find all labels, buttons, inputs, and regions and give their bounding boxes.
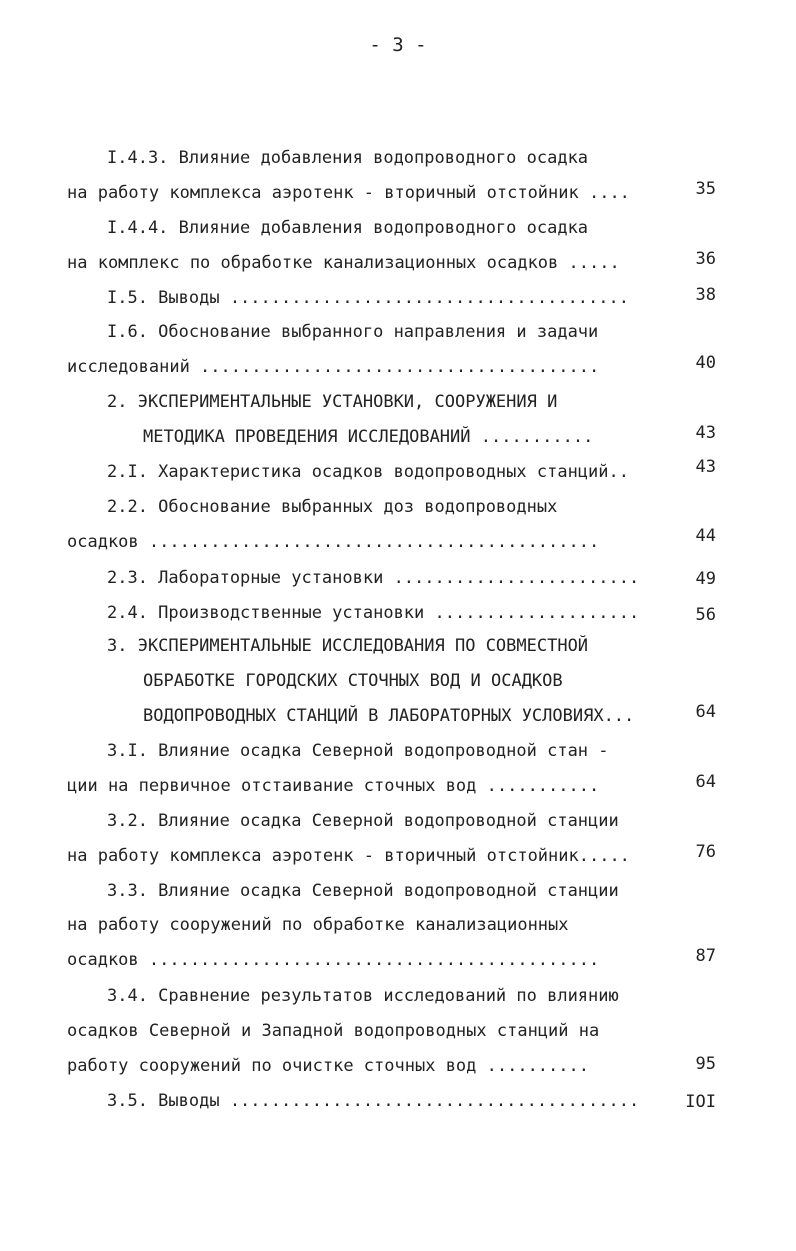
toc-page-number: 49	[695, 569, 716, 589]
toc-page-number: 56	[695, 605, 716, 625]
toc-page-number: IOI	[685, 1092, 716, 1112]
toc-line: I.4.4. Влияние добавления водопроводного осадка	[107, 218, 589, 238]
toc-line: на комплекс по обработке канализационных осадков .....	[67, 253, 620, 273]
toc-line: осадков ............................................	[67, 950, 600, 970]
toc-line: 3.3. Влияние осадка Северной водопроводной станции	[107, 881, 619, 901]
toc-line: на работу комплекса аэротенк - вторичный отстойник ....	[67, 183, 630, 203]
toc-page-number: 64	[695, 702, 716, 722]
toc-line: ОБРАБОТКЕ ГОРОДСКИХ СТОЧНЫХ ВОД И ОСАДКОВ	[143, 671, 563, 691]
toc-page-number: 38	[695, 285, 716, 305]
toc-page-number: 43	[695, 457, 716, 477]
page-number: - 3 -	[369, 34, 427, 56]
toc-line: осадков ............................................	[67, 532, 600, 552]
toc-line: на работу сооружений по обработке канализационных	[67, 915, 569, 935]
toc-page-number: 35	[695, 179, 716, 199]
toc-line: 2. ЭКСПЕРИМЕНТАЛЬНЫЕ УСТАНОВКИ, СООРУЖЕНИЯ И	[107, 392, 558, 412]
toc-page-number: 44	[695, 526, 716, 546]
toc-line: 3.4. Сравнение результатов исследований по влиянию	[107, 986, 619, 1006]
toc-page-number: 95	[695, 1054, 716, 1074]
toc-line: работу сооружений по очистке сточных вод ..........	[67, 1056, 589, 1076]
toc-page-number: 40	[695, 353, 716, 373]
toc-page-number: 36	[695, 249, 716, 269]
toc-line: 3. ЭКСПЕРИМЕНТАЛЬНЫЕ ИССЛЕДОВАНИЯ ПО СОВМЕСТНОЙ	[107, 636, 589, 656]
toc-page-number: 64	[695, 772, 716, 792]
toc-line: исследований .......................................	[67, 357, 600, 377]
toc-line: 3.2. Влияние осадка Северной водопроводной станции	[107, 811, 619, 831]
toc-page-number: 87	[695, 946, 716, 966]
toc-page-number: 76	[695, 842, 716, 862]
toc-line: 3.I. Влияние осадка Северной водопроводной стан -	[107, 741, 609, 761]
toc-line: 2.3. Лабораторные установки ........................	[107, 568, 640, 588]
toc-line: осадков Северной и Западной водопроводных станций на	[67, 1021, 600, 1041]
toc-line: I.5. Выводы .......................................	[107, 288, 629, 308]
toc-line: МЕТОДИКА ПРОВЕДЕНИЯ ИССЛЕДОВАНИЙ ...........	[143, 427, 594, 447]
toc-line: 2.4. Производственные установки ....................	[107, 603, 640, 623]
toc-line: ции на первичное отстаивание сточных вод ...........	[67, 776, 600, 796]
toc-line: 2.I. Характеристика осадков водопроводных станций..	[107, 462, 629, 482]
toc-line: ВОДОПРОВОДНЫХ СТАНЦИЙ В ЛАБОРАТОРНЫХ УСЛОВИЯХ...	[143, 706, 635, 726]
toc-page-number: 43	[695, 423, 716, 443]
toc-line: 2.2. Обоснование выбранных доз водопроводных	[107, 497, 558, 517]
toc-line: I.6. Обоснование выбранного направления и задачи	[107, 322, 599, 342]
toc-line: 3.5. Выводы ........................................	[107, 1091, 640, 1111]
toc-line: на работу комплекса аэротенк - вторичный отстойник.....	[67, 846, 630, 866]
toc-line: I.4.3. Влияние добавления водопроводного осадка	[107, 148, 589, 168]
